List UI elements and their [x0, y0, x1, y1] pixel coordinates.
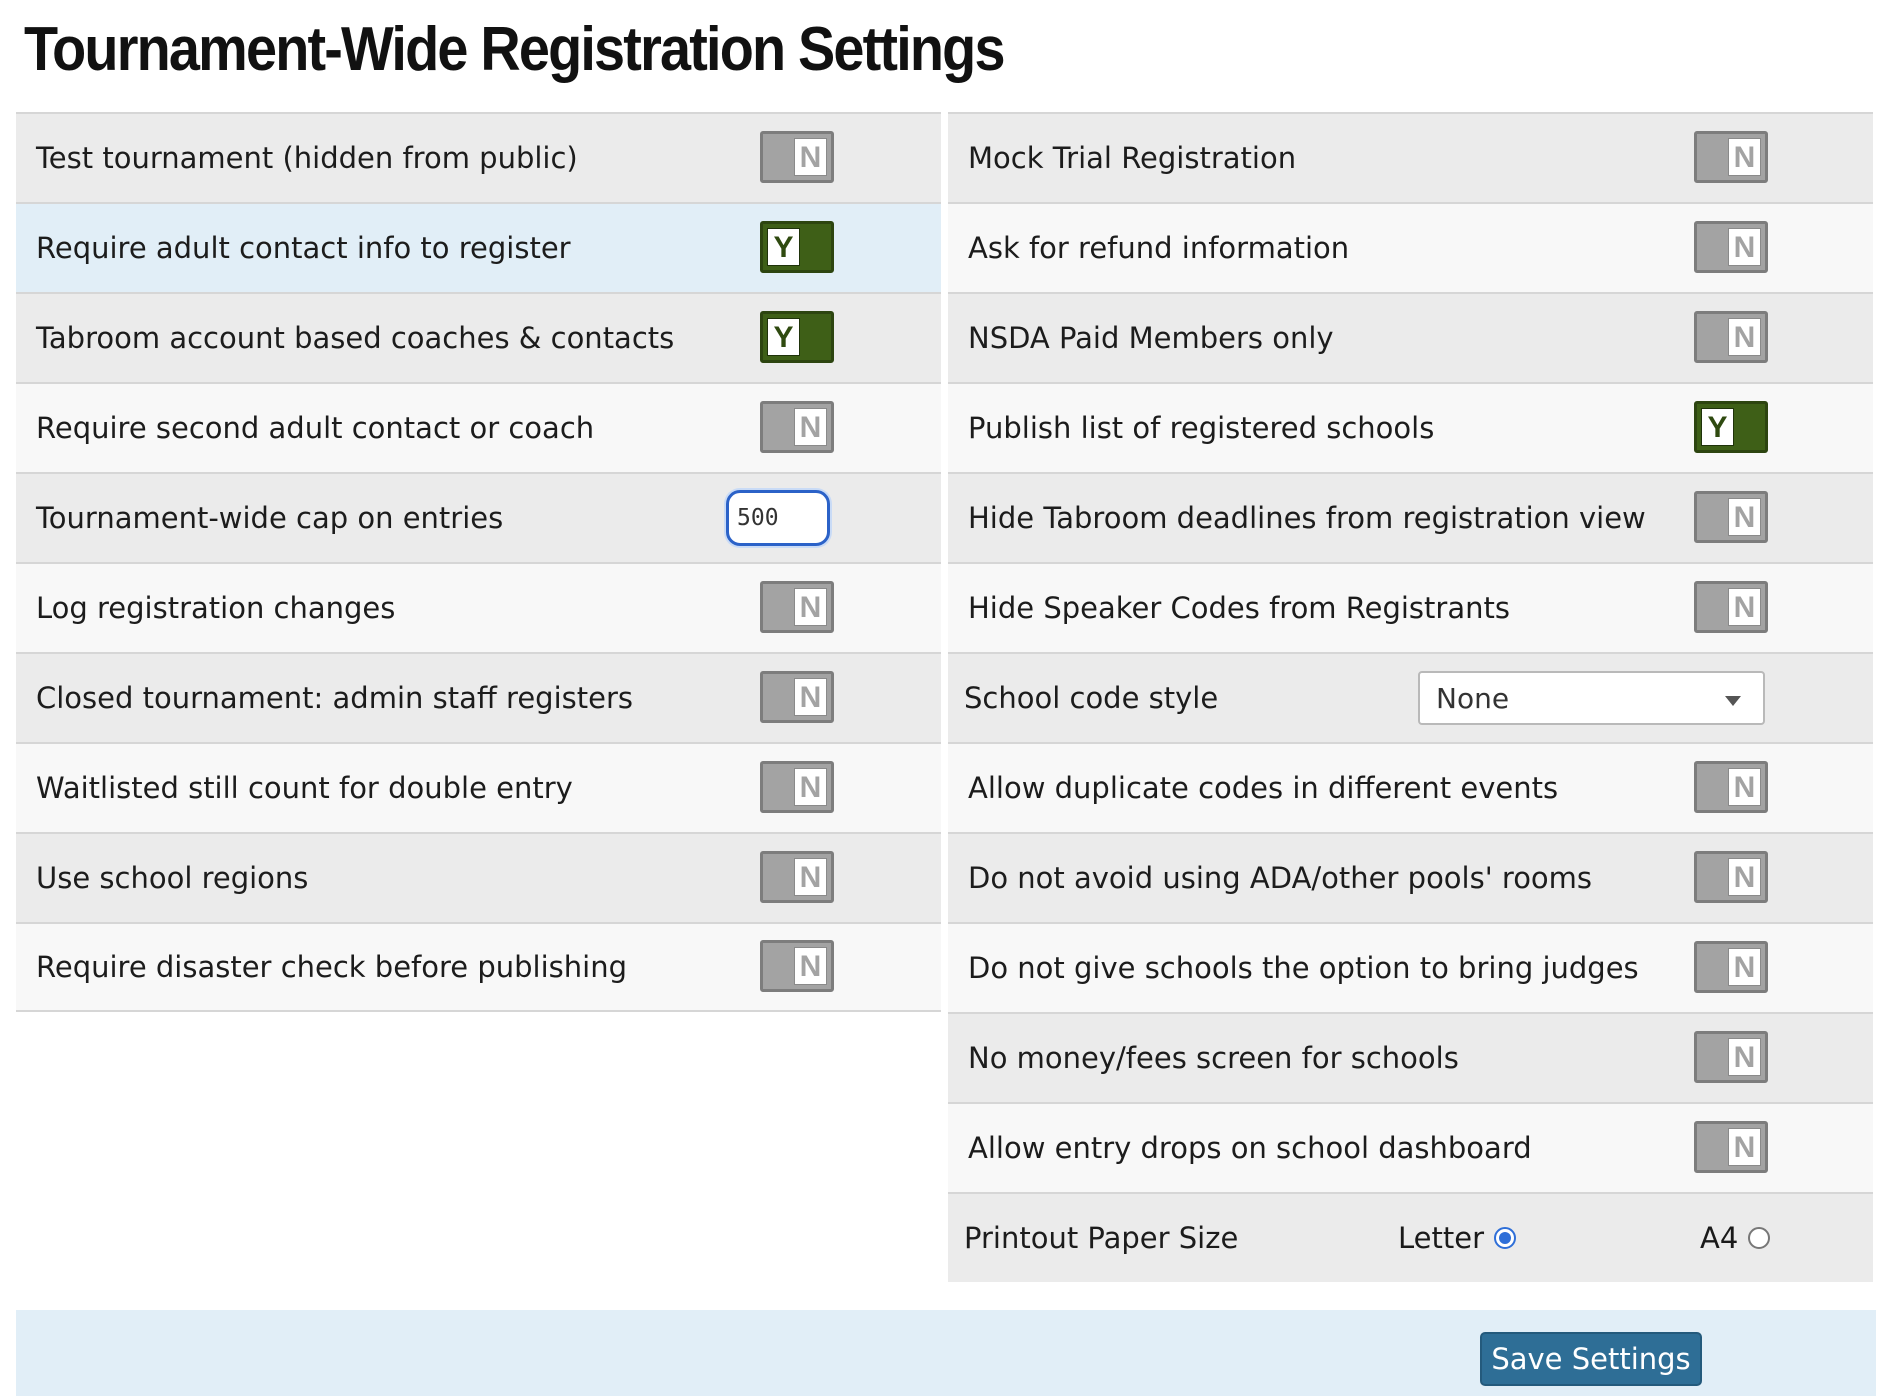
setting-row-test-tournament: [16, 112, 941, 202]
duplicate-codes-toggle[interactable]: [1694, 761, 1768, 813]
setting-label: Allow entry drops on school dashboard: [968, 1131, 1532, 1165]
setting-label: Allow duplicate codes in different events: [968, 771, 1559, 805]
entry-drops-toggle[interactable]: [1694, 1121, 1768, 1173]
closed-tournament-toggle[interactable]: [760, 671, 834, 723]
setting-row-publish-schools: [948, 382, 1873, 472]
toggle-knob: N: [794, 768, 827, 806]
toggle-knob: N: [794, 408, 827, 446]
setting-label: Require disaster check before publishing: [36, 950, 628, 984]
disaster-check-toggle[interactable]: [760, 940, 834, 992]
refund-info-toggle[interactable]: [1694, 221, 1768, 273]
school-regions-toggle[interactable]: [760, 851, 834, 903]
second-adult-contact-toggle[interactable]: [760, 401, 834, 453]
hide-speaker-codes-toggle[interactable]: [1694, 581, 1768, 633]
toggle-knob: Y: [767, 228, 800, 266]
setting-row-entry-cap: [16, 472, 941, 562]
setting-row-second-adult-contact: [16, 382, 941, 472]
setting-row-nsda-paid: [948, 292, 1873, 382]
toggle-knob: N: [1728, 318, 1761, 356]
toggle-knob: N: [1728, 138, 1761, 176]
toggle-knob: N: [794, 858, 827, 896]
setting-row-account-based-coaches: [16, 292, 941, 382]
no-fees-screen-toggle[interactable]: [1694, 1031, 1768, 1083]
select-value: None: [1436, 682, 1510, 715]
setting-row-closed-tournament: [16, 652, 941, 742]
entry-cap-input[interactable]: [726, 490, 830, 546]
chevron-down-icon: [1725, 696, 1741, 706]
radio-button-checked[interactable]: [1494, 1227, 1516, 1249]
setting-row-no-fees-screen: [948, 1012, 1873, 1102]
setting-row-school-regions: [16, 832, 941, 922]
mock-trial-toggle[interactable]: [1694, 131, 1768, 183]
setting-row-disaster-check: [16, 922, 941, 1012]
setting-row-hide-deadlines: [948, 472, 1873, 562]
page-title: Tournament-Wide Registration Settings: [24, 15, 1004, 84]
setting-label: Use school regions: [36, 861, 309, 895]
setting-row-paper-size: [948, 1192, 1873, 1282]
right-settings-column: [948, 112, 1873, 1282]
toggle-knob: N: [1728, 228, 1761, 266]
setting-label: NSDA Paid Members only: [968, 321, 1334, 355]
setting-label: Ask for refund information: [968, 231, 1350, 265]
toggle-knob: N: [1728, 858, 1761, 896]
setting-label: Waitlisted still count for double entry: [36, 771, 573, 805]
setting-row-hide-speaker-codes: [948, 562, 1873, 652]
toggle-knob: N: [1728, 948, 1761, 986]
left-settings-column: [16, 112, 941, 1012]
hide-deadlines-toggle[interactable]: [1694, 491, 1768, 543]
log-changes-toggle[interactable]: [760, 581, 834, 633]
setting-row-bring-judges: [948, 922, 1873, 1012]
toggle-knob: N: [794, 678, 827, 716]
setting-label: Require second adult contact or coach: [36, 411, 595, 445]
toggle-knob: N: [1728, 768, 1761, 806]
school-code-style-select[interactable]: [1418, 671, 1765, 725]
setting-row-ada-rooms: [948, 832, 1873, 922]
save-settings-button[interactable]: Save Settings: [1480, 1332, 1702, 1386]
setting-label: Closed tournament: admin staff registers: [36, 681, 633, 715]
waitlisted-double-entry-toggle[interactable]: [760, 761, 834, 813]
setting-label: Hide Speaker Codes from Registrants: [968, 591, 1510, 625]
setting-label: Mock Trial Registration: [968, 141, 1297, 175]
setting-row-log-changes: [16, 562, 941, 652]
toggle-knob: N: [1728, 1038, 1761, 1076]
radio-label: A4: [1700, 1221, 1739, 1255]
test-tournament-toggle[interactable]: [760, 131, 834, 183]
setting-label: Log registration changes: [36, 591, 396, 625]
paper-size-a4-option[interactable]: [1700, 1221, 1770, 1255]
setting-row-waitlisted-double-entry: [16, 742, 941, 832]
setting-label: Do not give schools the option to bring judges: [968, 951, 1639, 985]
toggle-knob: N: [1728, 498, 1761, 536]
toggle-knob: N: [794, 588, 827, 626]
setting-label: Tabroom account based coaches & contacts: [36, 321, 675, 355]
toggle-knob: N: [794, 138, 827, 176]
require-adult-contact-toggle[interactable]: [760, 221, 834, 273]
account-based-coaches-toggle[interactable]: [760, 311, 834, 363]
setting-label: Printout Paper Size: [964, 1221, 1239, 1255]
setting-label: No money/fees screen for schools: [968, 1041, 1459, 1075]
setting-label: Test tournament (hidden from public): [36, 141, 578, 175]
publish-schools-toggle[interactable]: [1694, 401, 1768, 453]
paper-size-letter-option[interactable]: [1398, 1221, 1516, 1255]
setting-label: Publish list of registered schools: [968, 411, 1435, 445]
setting-row-require-adult-contact: [16, 202, 941, 292]
setting-row-mock-trial: [948, 112, 1873, 202]
setting-label: Tournament-wide cap on entries: [36, 501, 504, 535]
bring-judges-toggle[interactable]: [1694, 941, 1768, 993]
toggle-knob: N: [1728, 588, 1761, 626]
nsda-paid-toggle[interactable]: [1694, 311, 1768, 363]
toggle-knob: Y: [1701, 408, 1734, 446]
radio-button-unchecked[interactable]: [1748, 1227, 1770, 1249]
setting-row-entry-drops: [948, 1102, 1873, 1192]
setting-label: School code style: [964, 681, 1219, 715]
setting-row-refund-info: [948, 202, 1873, 292]
setting-label: Do not avoid using ADA/other pools' rooms: [968, 861, 1593, 895]
toggle-knob: N: [1728, 1128, 1761, 1166]
ada-rooms-toggle[interactable]: [1694, 851, 1768, 903]
setting-row-duplicate-codes: [948, 742, 1873, 832]
setting-row-school-code-style: [948, 652, 1873, 742]
setting-label: Require adult contact info to register: [36, 231, 571, 265]
setting-label: Hide Tabroom deadlines from registration view: [968, 501, 1646, 535]
radio-label: Letter: [1398, 1221, 1484, 1255]
toggle-knob: Y: [767, 318, 800, 356]
toggle-knob: N: [794, 947, 827, 985]
